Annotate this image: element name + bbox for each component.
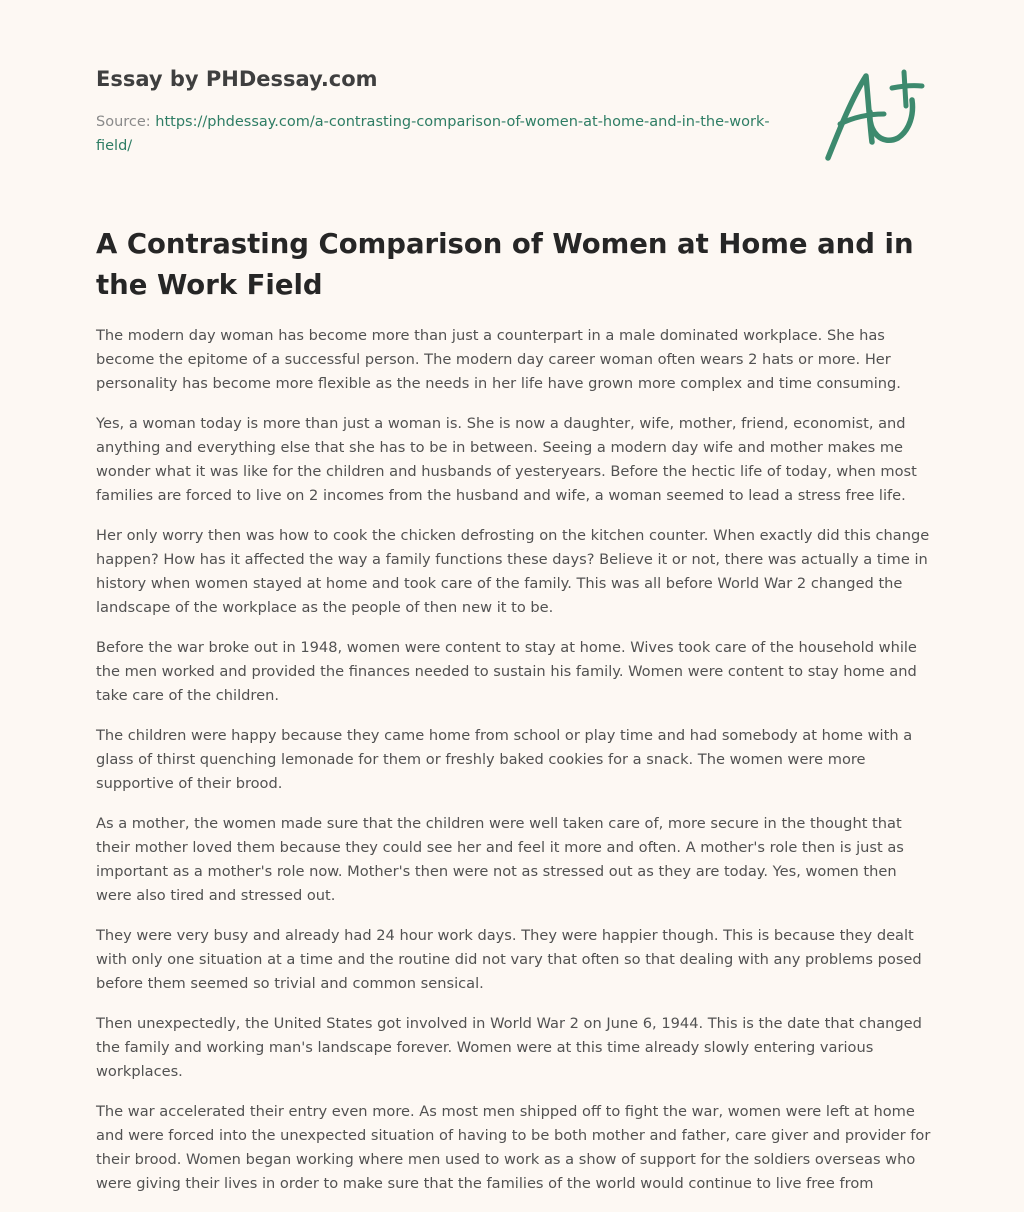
article-body — [96, 324, 932, 1212]
source-label: Source: — [96, 114, 151, 130]
source-line — [96, 110, 776, 158]
source-link[interactable]: https://phdessay.com/a-contrasting-comparison-of-women-at-home-and-in-the-work-field/ — [96, 114, 770, 154]
paragraph: As a mother, the women made sure that the children were well taken care of, more secure in the thought that their mother loved them because they could see her and feel it more and often. A mother's role then is just as important as a mother's role now. Mother's then were not as stressed out as they are today. Yes, women then were also tired and stressed out. — [96, 815, 904, 904]
paragraph: Before the war broke out in 1948, women were content to stay at home. Wives took care of the household while the men worked and provided the finances needed to sustain his family. Women were content to stay home and take care of the children. — [96, 639, 917, 704]
paragraph: They were very busy and already had 24 hour work days. They were happier though. This is because they dealt with only one situation at a time and the routine did not vary that often so that dealing with any problems posed before them seemed so trivial and common sensical. — [96, 927, 922, 992]
a-plus-grade-logo-icon — [822, 68, 926, 164]
article-title: A Contrasting Comparison of Women at Home and in the Work Field — [96, 228, 914, 301]
paragraph: The children were happy because they came home from school or play time and had somebody at home with a glass of thirst quenching lemonade for them or freshly baked cookies for a snack. The women were more supportive of their brood. — [96, 727, 913, 792]
page-header — [96, 64, 776, 158]
paragraph: The war accelerated their entry even more. As most men shipped off to fight the war, women were left at home and were forced into the unexpected situation of having to be both mother and father, care giver and provider for their brood. Women began working where men used to work as a show of support for the soldiers overseas who were giving their lives in order to make sure that the families of the world would continue to live free from — [96, 1103, 931, 1192]
paragraph: The modern day woman has become more than just a counterpart in a male dominated workplace. She has become the epitome of a successful person. The modern day career woman often wears 2 hats or more. Her personality has become more flexible as the needs in her life have grown more complex and time consuming. — [96, 327, 901, 392]
paragraph: Yes, a woman today is more than just a woman is. She is now a daughter, wife, mother, friend, economist, and anything and everything else that she has to be in between. Seeing a modern day wife and mother makes me wonder what it was like for the children and husbands of yesteryears. Before the hectic life of today, when most families are forced to live on 2 incomes from the husband and wife, a woman seemed to lead a stress free life. — [96, 415, 917, 504]
paragraph: Her only worry then was how to cook the chicken defrosting on the kitchen counter. When exactly did this change happen? How has it affected the way a family functions these days? Believe it or not, there was actually a time in history when women stayed at home and took care of the family. This was all before World War 2 changed the landscape of the workplace as the people of then new it to be. — [96, 527, 930, 616]
paragraph: Then unexpectedly, the United States got involved in World War 2 on June 6, 1944. This is the date that changed the family and working man's landscape forever. Women were at this time already slowly entering various workplaces. — [96, 1015, 922, 1080]
site-title: Essay by PHDessay.com — [96, 67, 378, 91]
